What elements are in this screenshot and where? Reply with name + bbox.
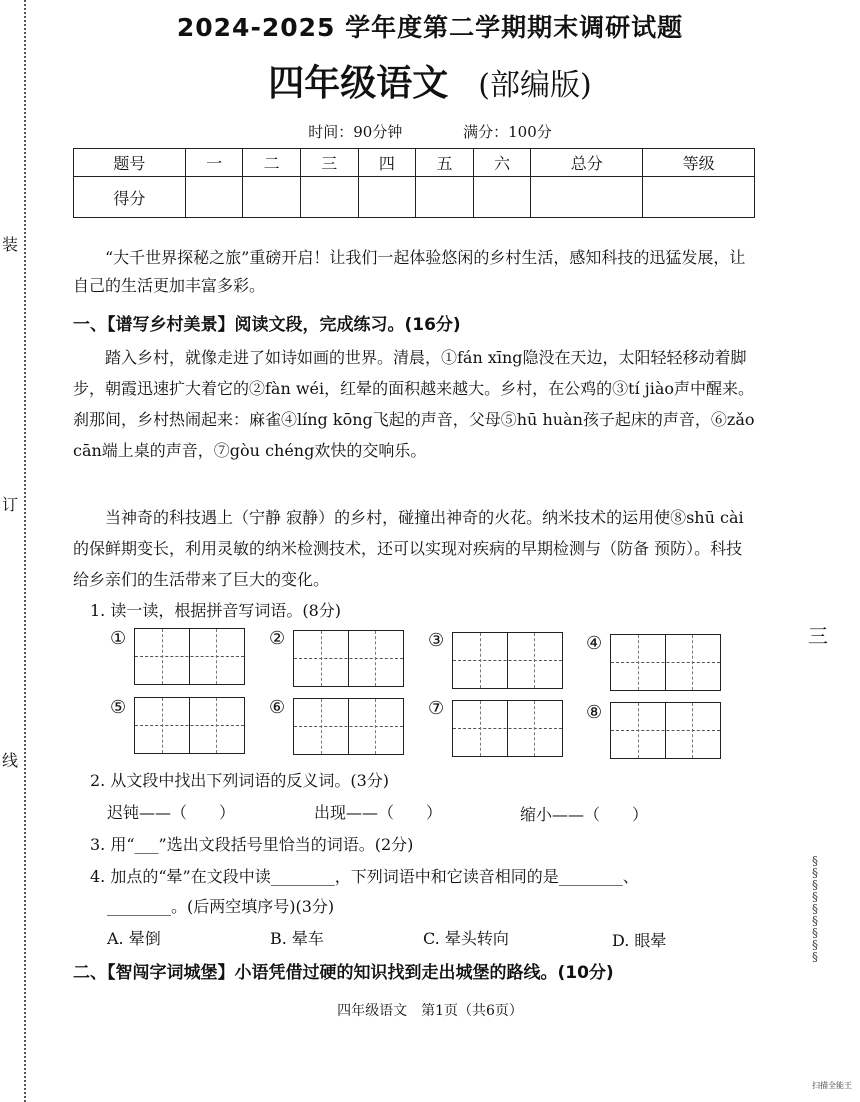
score-cell: 题号 [74, 149, 186, 177]
box-number: ⑤ [110, 697, 127, 718]
question-4-line-2: ________。(后两空填序号)(3分) [107, 897, 335, 916]
score-blank[interactable] [473, 177, 531, 218]
antonym-item-3: 缩小——（ ） [520, 805, 649, 824]
score-cell: 四 [358, 149, 416, 177]
exam-full-score: 满分：100分 [463, 123, 552, 141]
box-number: ① [110, 628, 127, 649]
score-cell: 五 [416, 149, 474, 177]
score-cell: 三 [300, 149, 358, 177]
option-a: A. 晕倒 [107, 929, 161, 948]
writing-box-7[interactable] [452, 700, 563, 757]
box-number: ⑦ [428, 698, 445, 719]
right-edge-mark: 三 [808, 624, 828, 648]
score-cell: 六 [473, 149, 531, 177]
score-table-score-row [74, 177, 755, 218]
score-blank[interactable] [416, 177, 474, 218]
exam-time: 时间：90分钟 [308, 123, 403, 141]
option-d: D. 眼晕 [612, 931, 667, 950]
section1-heading: 一、【谱写乡村美景】阅读文段，完成练习。(16分) [73, 315, 461, 335]
writing-box-8[interactable] [610, 702, 721, 759]
scanner-logo: 扫描全能王 [812, 1081, 852, 1090]
writing-box-4[interactable] [610, 634, 721, 691]
score-blank[interactable] [643, 177, 755, 218]
box-number: ③ [428, 630, 445, 651]
score-blank[interactable] [358, 177, 416, 218]
box-number: ④ [586, 633, 603, 654]
intro-paragraph: “大千世界探秘之旅”重磅开启！让我们一起体验悠闲的乡村生活，感知科技的迅猛发展，让自己的生活更加丰富多彩。 [73, 248, 746, 295]
score-table-header-row [74, 149, 755, 177]
exam-title: 2024-2025 学年度第二学期期末调研试题 [176, 13, 684, 42]
question-2: 2. 从文段中找出下列词语的反义词。(3分) [90, 771, 390, 790]
antonym-item-1: 迟钝——（ ） [107, 803, 236, 822]
question-1: 1. 读一读，根据拼音写词语。(8分) [90, 601, 342, 620]
edition-label: (部编版) [478, 68, 592, 103]
subject-line [0, 55, 860, 106]
binding-dotted-line [24, 0, 26, 1102]
subject-title: 四年级语文 [268, 62, 449, 104]
score-blank[interactable] [185, 177, 243, 218]
section2-heading: 二、【智闯字词城堡】小语凭借过硬的知识找到走出城堡的路线。(10分) [73, 963, 614, 983]
score-blank[interactable] [243, 177, 301, 218]
score-blank[interactable] [531, 177, 643, 218]
binding-char-zhuang: 装 [2, 235, 19, 254]
score-cell: 一 [185, 149, 243, 177]
score-cell: 等级 [643, 149, 755, 177]
binding-char-ding: 订 [2, 495, 19, 514]
option-c: C. 晕头转向 [423, 929, 509, 948]
box-number: ② [269, 628, 286, 649]
question-3: 3. 用“___”选出文段括号里恰当的词语。(2分) [90, 835, 414, 854]
writing-box-5[interactable] [134, 697, 245, 754]
score-row-label: 得分 [74, 177, 186, 218]
section1-paragraph-1: 踏入乡村，就像走进了如诗如画的世界。清晨，①fán xīng隐没在天边，太阳轻轻移动着脚步，朝霞迅速扩大着它的②fàn wéi，红晕的面积越来越大。乡村，在公鸡的③tí jiào声中醒来。刹那间，乡村热闹起来：麻雀④líng kōng飞起的声音，父母⑤hū huàn孩子起床的声音，⑥zǎo cān端上桌的声音，⑦gòu chéng欢快的交响乐。 [73, 348, 755, 460]
score-cell: 总分 [531, 149, 643, 177]
score-table [73, 148, 755, 218]
section1-paragraph-2: 当神奇的科技遇上（宁静 寂静）的乡村，碰撞出神奇的火花。纳米技术的运用使⑧shū cài的保鲜期变长，利用灵敏的纳米检测技术，还可以实现对疾病的早期检测与（防备 预防）。科技给乡亲们的生活带来了巨大的变化。 [73, 508, 744, 589]
score-cell: 二 [243, 149, 301, 177]
writing-box-6[interactable] [293, 698, 404, 755]
right-edge-wavy-decoration: § § § § § § § § § [812, 854, 818, 964]
binding-char-xian: 线 [2, 751, 19, 770]
antonym-item-2: 出现——（ ） [314, 803, 443, 822]
box-number: ⑧ [586, 702, 603, 723]
page-footer: 四年级语文 第1页（共6页） [337, 1003, 523, 1019]
writing-box-1[interactable] [134, 628, 245, 685]
question-4-line-1: 4. 加点的“晕”在文段中读________，下列词语中和它读音相同的是________、 [90, 867, 639, 886]
exam-info [0, 121, 860, 142]
box-number: ⑥ [269, 697, 286, 718]
writing-box-3[interactable] [452, 632, 563, 689]
score-blank[interactable] [300, 177, 358, 218]
option-b: B. 晕车 [270, 929, 324, 948]
writing-box-2[interactable] [293, 630, 404, 687]
